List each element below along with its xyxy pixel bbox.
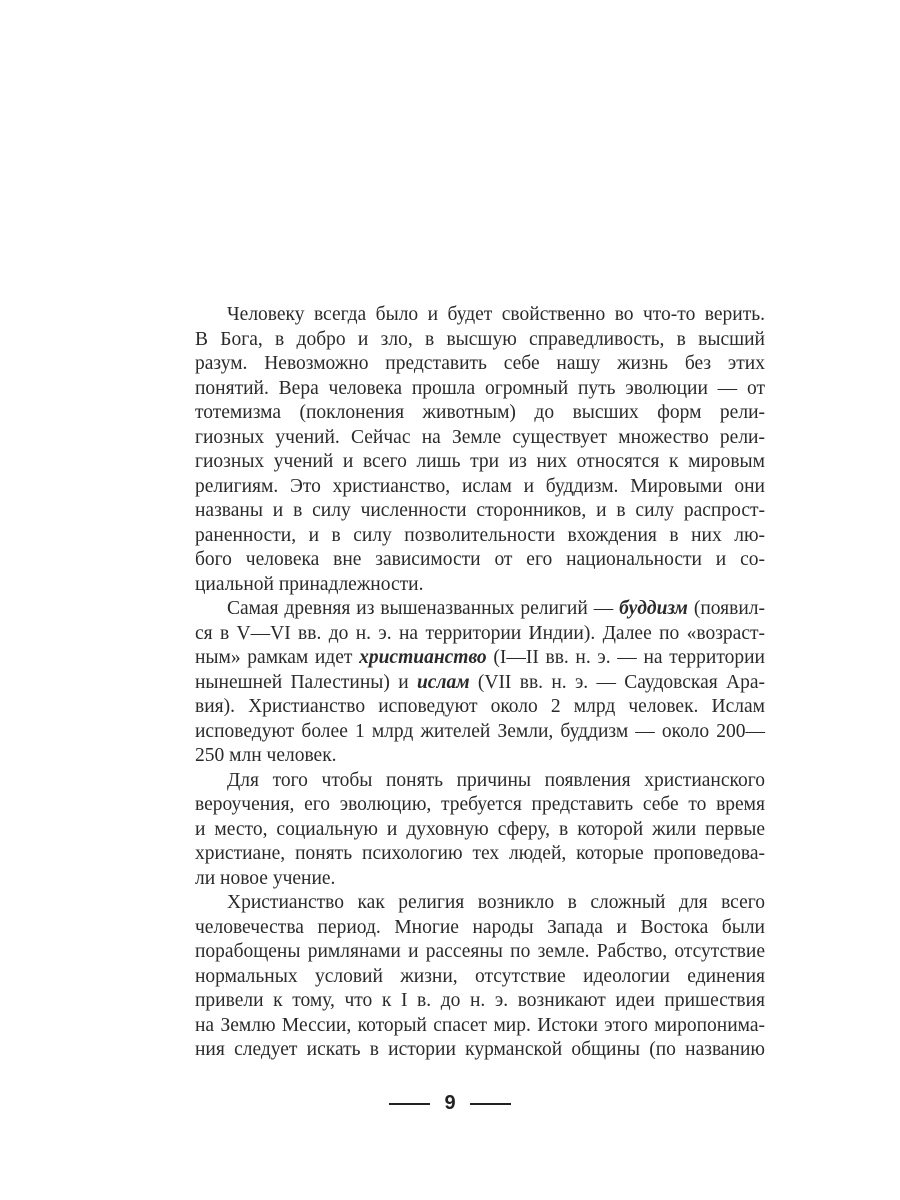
paragraph <box>195 303 765 597</box>
text-line <box>195 940 765 965</box>
text-segment: гиозных учений. Сейчас на Земле существует множество рели- <box>195 426 765 448</box>
text-line <box>195 744 765 769</box>
text-line <box>195 916 765 941</box>
text-segment: ся в V—VI вв. до н. э. на территории Индии). Далее по «возраст- <box>195 622 765 644</box>
folio-rule-right <box>470 1103 511 1105</box>
text-segment: (I—II вв. н. э. — на территории <box>486 647 765 668</box>
text-line <box>195 646 765 671</box>
text-segment: раненности, и в силу позволительности вхождения в них лю- <box>195 524 765 546</box>
text-line <box>195 867 765 892</box>
text-line <box>195 622 765 647</box>
paragraph <box>195 769 765 892</box>
text-line <box>195 989 765 1014</box>
text-line <box>195 1014 765 1039</box>
text-line <box>195 965 765 990</box>
text-segment: вероучения, его эволюцию, требуется представить себе то время <box>195 794 765 815</box>
text-line <box>195 769 765 794</box>
text-segment: на Землю Мессии, который спасет мир. Истоки этого миропонима- <box>195 1014 765 1036</box>
page-number: 9 <box>444 1092 456 1114</box>
text-segment: разум. Невозможно представить себе нашу жизнь без этих <box>195 353 765 374</box>
text-line <box>195 303 765 328</box>
text-segment: понятий. Вера человека прошла огромный путь эволюции — от <box>195 377 765 399</box>
body-text <box>195 303 765 1063</box>
text-line <box>195 377 765 402</box>
text-segment: христиане, понять психологию тех людей, которые проповедова- <box>195 843 765 864</box>
text-line <box>195 695 765 720</box>
text-line <box>195 891 765 916</box>
text-segment: Христианство как религия возникло в сложный для всего <box>227 892 765 913</box>
text-line <box>195 1038 765 1063</box>
text-line <box>195 401 765 426</box>
text-line <box>195 352 765 377</box>
emphasized-term: ислам <box>416 671 470 693</box>
text-segment: привели к тому, что к I в. до н. э. возникают идеи пришествия <box>195 990 765 1011</box>
text-line <box>195 450 765 475</box>
text-segment: нормальных условий жизни, отсутствие идеологии единения <box>195 965 765 987</box>
text-segment: Человеку всегда было и будет свойственно во что-то верить. <box>227 304 765 325</box>
text-segment: человечества период. Многие народы Запада и Востока были <box>195 916 765 938</box>
page-footer <box>0 1092 900 1115</box>
text-line <box>195 524 765 549</box>
text-segment: и место, социальную и духовную сферу, в которой жили первые <box>195 818 765 840</box>
text-line <box>195 499 765 524</box>
text-line <box>195 818 765 843</box>
text-line <box>195 842 765 867</box>
text-segment: ли новое учение. <box>195 867 336 889</box>
text-segment: вия). Христианство исповедуют около 2 млрд человек. Ислам <box>195 696 765 717</box>
text-segment: Самая древняя из вышеназванных религий — <box>227 598 620 619</box>
emphasized-term: буддизм <box>619 598 688 619</box>
text-segment: ным» рамкам идет <box>195 647 360 668</box>
paragraph <box>195 891 765 1063</box>
text-segment: нынешней Палестины) и <box>195 671 417 693</box>
emphasized-term: христианство <box>359 647 487 668</box>
text-segment: В Бога, в добро и зло, в высшую справедливость, в высший <box>195 328 765 350</box>
text-segment: тотемизма (поклонения животным) до высших форм рели- <box>195 402 765 423</box>
text-segment: Для того чтобы понять причины появления христианского <box>227 769 765 791</box>
text-line <box>195 426 765 451</box>
text-line <box>195 573 765 598</box>
text-line <box>195 720 765 745</box>
paragraph <box>195 597 765 769</box>
text-segment: гиозных учений и всего лишь три из них относятся к мировым <box>195 451 765 472</box>
text-line <box>195 475 765 500</box>
text-segment: (VII вв. н. э. — Саудовская Ара- <box>469 671 765 693</box>
text-line <box>195 328 765 353</box>
folio-rule-left <box>389 1103 430 1105</box>
text-line <box>195 597 765 622</box>
text-segment: ния следует искать в истории курманской общины (по названию <box>195 1039 765 1060</box>
text-segment: исповедуют более 1 млрд жителей Земли, буддизм — около 200— <box>195 720 765 742</box>
text-segment: религиям. Это христианство, ислам и буддизм. Мировыми они <box>195 475 765 497</box>
text-segment: (появил- <box>687 598 765 619</box>
text-segment: 250 млн человек. <box>195 745 337 766</box>
text-segment: порабощены римлянами и рассеяны по земле. Рабство, отсутствие <box>195 941 765 962</box>
text-line <box>195 671 765 696</box>
text-segment: циальной принадлежности. <box>195 573 424 595</box>
text-line <box>195 548 765 573</box>
text-segment: названы и в силу численности сторонников, и в силу распрост- <box>195 500 765 521</box>
text-segment: бого человека вне зависимости от его национальности и со- <box>195 549 765 570</box>
text-line <box>195 793 765 818</box>
